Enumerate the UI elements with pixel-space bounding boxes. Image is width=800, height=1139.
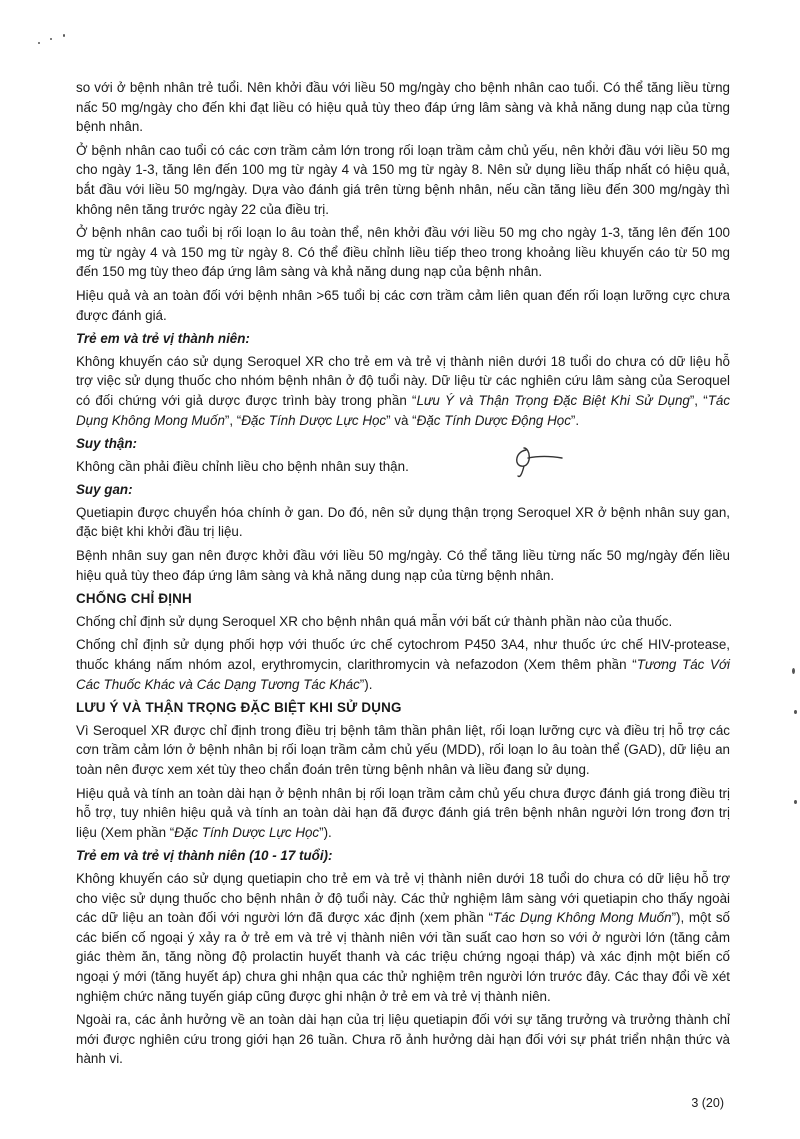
section-reference: Đặc Tính Dược Lực Học: [241, 412, 387, 428]
section-reference: Đặc Tính Dược Động Học: [416, 412, 571, 428]
scan-speck-icon: [794, 800, 797, 804]
paragraph: [76, 635, 730, 694]
section-reference: Đặc Tính Dược Lực Học: [174, 824, 320, 840]
paragraph: Chống chỉ định sử dụng Seroquel XR cho bệnh nhân quá mẫn với bất cứ thành phần nào của thuốc.: [76, 613, 673, 629]
paragraph: [76, 869, 730, 1006]
page-number: 3 (20): [691, 1096, 724, 1110]
document-body: [76, 78, 730, 1073]
scan-speck-icon: [792, 668, 795, 674]
text: ” và “: [386, 412, 417, 428]
section-reference: Tương Tác Với Các Thuốc Khác và Các Dạng Tương Tác Khác: [76, 657, 731, 692]
text: Không khuyến cáo sử dụng Seroquel XR cho trẻ em và trẻ vị thành niên dưới 18 tuổi do chưa có dữ liệu hỗ trợ việc sử dụng thuốc cho nhóm bệnh nhân ở độ tuổi này. Dữ liệu từ các nghiên cứu lâm sàng của Seroquel có đối chứng với giả dược được trình bày trong phần “: [76, 353, 730, 408]
text: Không khuyến cáo sử dụng quetiapin cho trẻ em và trẻ vị thành niên dưới 18 tuổi do chưa có dữ liệu hỗ trợ cho việc sử dụng thuốc cho bệnh nhân ở độ tuổi này. Các thử nghiệm lâm sàng với quetiapin cho thấy ngoài các dữ liệu an toàn đối với người lớn đã được xác định (xem phần “: [76, 870, 730, 926]
text: ”), một số các biến cố ngoại ý xảy ra ở trẻ em và trẻ vị thành niên với tần suất cao hơn so với ở người lớn (tăng cảm giác thèm ăn, tăng nồng độ prolactin huyết thanh và các triệu chứng ngoại tháp) và xác định một biến cố ngoại ý mới (tăng huyết áp) chưa ghi nhận qua các thử nghiệm trên người lớn trước đây. Các thay đổi về xét nghiệm chức năng tuyến giáp cũng được ghi nhận ở trẻ em và trẻ vị thành niên.: [76, 910, 731, 1004]
subheading-children: Trẻ em và trẻ vị thành niên:: [76, 331, 250, 347]
section-reference: Lưu Ý và Thận Trọng Đặc Biệt Khi Sử Dụng: [416, 392, 690, 408]
scan-speck-icon: [38, 42, 40, 44]
text: ”.: [570, 412, 580, 428]
paragraph: Ở bệnh nhân cao tuổi có các cơn trầm cảm lớn trong rối loạn trầm cảm chủ yếu, nên khởi đầu với liều 50 mg cho ngày 1-3, tăng lên đến 100 mg từ ngày 4 và 150 mg từ ngày 8. Nên sử dụng liều thấp nhất có hiệu quả, bắt đầu với liều 50 mg/ngày. Dựa vào đánh giá trên từng bệnh nhân, nếu cần tăng liều đến 300 mg/ngày thì không nên tăng trước ngày 22 của điều trị.: [76, 142, 730, 217]
paragraph: Quetiapin được chuyển hóa chính ở gan. Do đó, nên sử dụng thận trọng Seroquel XR ở bệnh nhân suy gan, đặc biệt khi khởi đầu trị liệu.: [76, 504, 730, 540]
scan-speck-icon: [50, 38, 52, 40]
paragraph: [76, 784, 730, 843]
text: ”, “: [689, 392, 708, 408]
subheading-renal: Suy thận:: [76, 436, 138, 452]
scan-speck-icon: [63, 34, 65, 37]
text: ”, “: [224, 412, 242, 428]
paragraph: Bệnh nhân suy gan nên được khởi đầu với liều 50 mg/ngày. Có thể tăng liều từng nấc 50 mg/ngày đến liều hiệu quả tùy theo đáp ứng lâm sàng và khả năng dung nạp của từng bệnh nhân.: [76, 548, 730, 583]
text: Hiệu quả và tính an toàn dài hạn ở bệnh nhân bị rối loạn trầm cảm chủ yếu chưa được đánh giá trong điều trị hỗ trợ, tuy nhiên hiệu quả và tính an toàn dài hạn đã được đánh giá trên bệnh nhân người lớn trong đơn trị liệu (Xem phần “: [76, 785, 730, 840]
text: Chống chỉ định sử dụng phối hợp với thuốc ức chế cytochrom P450 3A4, như thuốc ức chế HIV-protease, thuốc kháng nấm nhóm azol, erythromycin, clarithromycin và nefazodon (Xem thêm phần “: [76, 637, 730, 673]
paragraph: Hiệu quả và an toàn đối với bệnh nhân >65 tuổi bị các cơn trầm cảm liên quan đến rối loạn lưỡng cực chưa được đánh giá.: [76, 287, 730, 323]
paragraph: Không cần phải điều chỉnh liều cho bệnh nhân suy thận.: [76, 458, 409, 474]
section-reference: Tác Dụng Không Mong Muốn: [492, 910, 672, 926]
paragraph: [76, 352, 730, 430]
paragraph: so với ở bệnh nhân trẻ tuổi. Nên khởi đầu với liều 50 mg/ngày cho bệnh nhân cao tuổi. Có thể tăng liều từng nấc 50 mg/ngày cho đến khi đạt liều có hiệu quả tùy theo đáp ứng lâm sàng và khả năng dung nạp của từng bệnh nhân.: [76, 80, 730, 135]
subheading-hepatic: Suy gan:: [76, 482, 133, 498]
paragraph: Vì Seroquel XR được chỉ định trong điều trị bệnh tâm thần phân liệt, rối loạn lưỡng cực và điều trị hỗ trợ các cơn trầm cảm lớn ở bệnh nhân bị rối loạn trầm cảm chủ yếu (MDD), rối loạn lo âu toàn thể (GAD), dữ liệu an toàn nên được xem xét tùy theo chẩn đoán trên từng bệnh nhân và liều đang sử dụng.: [76, 722, 730, 777]
paragraph: Ở bệnh nhân cao tuổi bị rối loạn lo âu toàn thể, nên khởi đầu với liều 50 mg cho ngày 1-3, tăng lên đến 100 mg từ ngày 4 và 150 mg từ ngày 8. Có thể điều chỉnh liều tiếp theo trong khoảng liều khuyến cáo từ 50 mg đến 150 mg tùy theo đáp ứng lâm sàng và khả năng dung nạp của bệnh nhân.: [76, 225, 730, 280]
scan-speck-icon: [794, 710, 797, 714]
paragraph: Ngoài ra, các ảnh hưởng về an toàn dài hạn của trị liệu quetiapin đối với sự tăng trưởng và trưởng thành chỉ mới được nghiên cứu trong giới hạn 26 tuần. Chưa rõ ảnh hưởng dài hạn đối với sự phát triển nhận thức và hành vi.: [76, 1012, 730, 1067]
text: ”).: [319, 824, 332, 840]
section-heading-warnings: LƯU Ý VÀ THẬN TRỌNG ĐẶC BIỆT KHI SỬ DỤNG: [76, 700, 402, 716]
section-heading-contraindications: CHỐNG CHỈ ĐỊNH: [76, 591, 192, 607]
signature-mark-icon: [506, 440, 566, 480]
text: ”).: [359, 676, 373, 692]
section-reference: Tác Dụng Không Mong Muốn: [76, 392, 731, 428]
subheading-children-10-17: Trẻ em và trẻ vị thành niên (10 - 17 tuổi):: [76, 848, 333, 864]
